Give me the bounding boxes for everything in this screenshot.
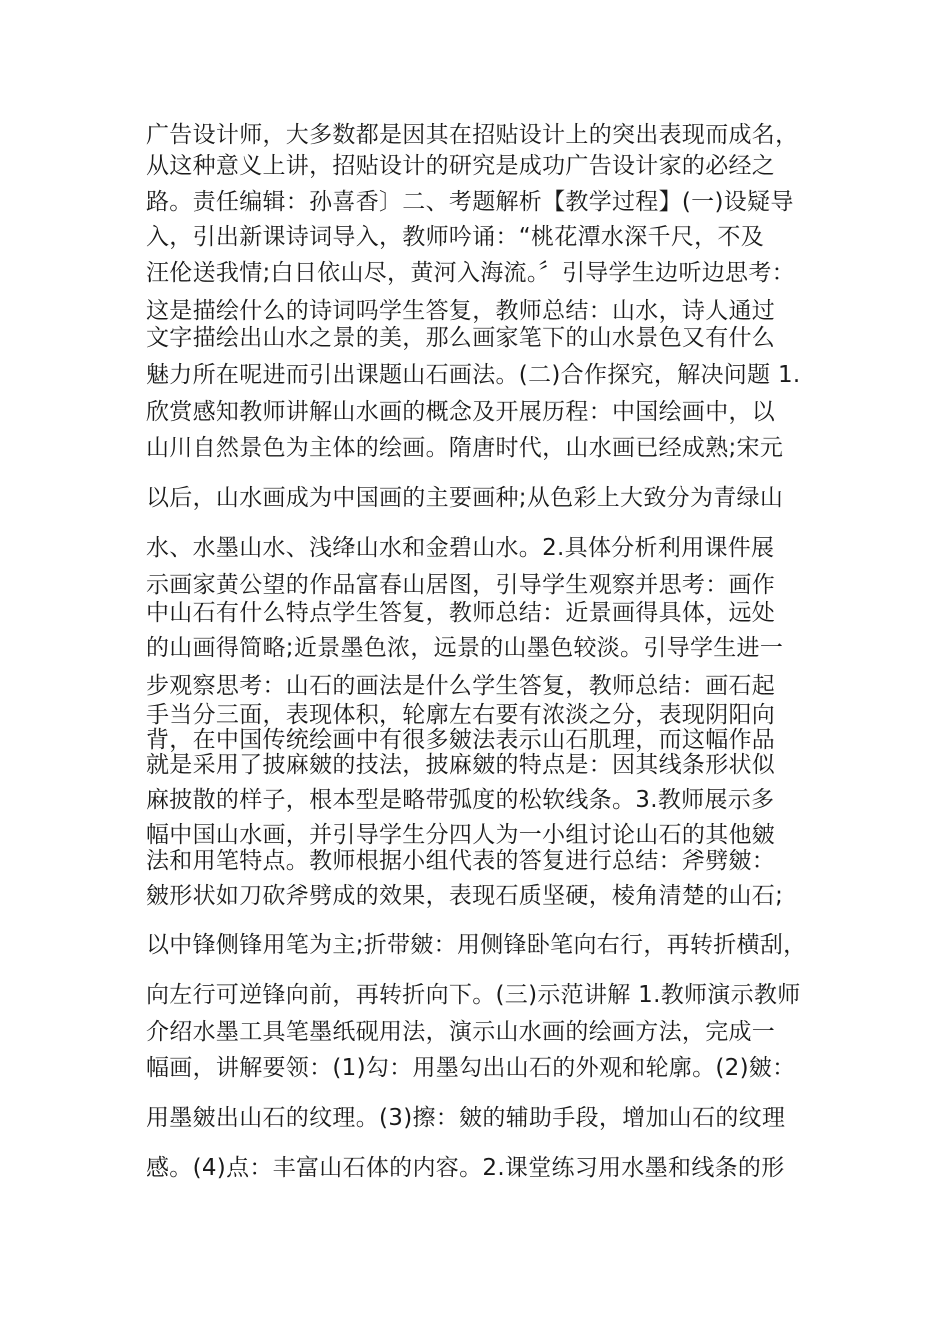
text-line: 文字描绘出山水之景的美，那么画家笔下的山水景色又有什么	[146, 325, 776, 351]
text-line: 向左行可逆锋向前，再转折向下。(三)示范讲解 1.教师演示教师	[146, 982, 801, 1008]
text-line: 手当分三面，表现体积，轮廓左右要有浓淡之分，表现阴阳向	[146, 702, 776, 728]
text-line: 山川自然景色为主体的绘画。隋唐时代，山水画已经成熟;宋元	[146, 435, 784, 461]
text-line: 用墨皴出山石的纹理。(3)擦：皴的辅助手段，增加山石的纹理	[146, 1105, 786, 1131]
text-line: 麻披散的样子，根本型是略带弧度的松软线条。3.教师展示多	[146, 787, 775, 813]
text-line: 幅中国山水画，并引导学生分四人为一小组讨论山石的其他皴	[146, 822, 776, 848]
text-line: 幅画，讲解要领：(1)勾：用墨勾出山石的外观和轮廓。(2)皴：	[146, 1055, 796, 1081]
text-line: 从这种意义上讲，招贴设计的研究是成功广告设计家的必经之	[146, 153, 776, 179]
text-line: 介绍水墨工具笔墨纸砚用法，演示山水画的绘画方法，完成一	[146, 1019, 776, 1045]
text-line: 这是描绘什么的诗词吗学生答复，教师总结：山水，诗人通过	[146, 298, 776, 324]
text-line: 步观察思考：山石的画法是什么学生答复，教师总结：画石起	[146, 673, 776, 699]
text-line: 示画家黄公望的作品富春山居图，引导学生观察并思考：画作	[146, 572, 776, 598]
text-line: 广告设计师，大多数都是因其在招贴设计上的突出表现而成名，	[146, 122, 799, 148]
text-line: 以中锋侧锋用笔为主;折带皴：用侧锋卧笔向右行，再转折横刮，	[146, 932, 807, 958]
text-line: 入，引出新课诗词导入，教师吟诵：“桃花潭水深千尺，不及	[146, 224, 765, 250]
text-line: 汪伦送我情;白日依山尽，黄河入海流。〞引导学生边听边思考：	[146, 260, 795, 286]
text-line: 法和用笔特点。教师根据小组代表的答复进行总结：斧劈皴：	[146, 848, 776, 874]
text-line: 以后，山水画成为中国画的主要画种;从色彩上大致分为青绿山	[146, 485, 784, 511]
text-line: 中山石有什么特点学生答复，教师总结：近景画得具体，远处	[146, 600, 776, 626]
text-line: 感。(4)点：丰富山石体的内容。2.课堂练习用水墨和线条的形	[146, 1155, 785, 1181]
text-line: 水、水墨山水、浅绛山水和金碧山水。2.具体分析利用课件展	[146, 535, 775, 561]
text-line: 欣赏感知教师讲解山水画的概念及开展历程：中国绘画中，以	[146, 399, 776, 425]
text-line: 皴形状如刀砍斧劈成的效果，表现石质坚硬，棱角清楚的山石;	[146, 883, 784, 909]
text-line: 背，在中国传统绘画中有很多皴法表示山石肌理，而这幅作品	[146, 727, 776, 753]
text-line: 就是采用了披麻皴的技法，披麻皴的特点是：因其线条形状似	[146, 752, 776, 778]
text-line: 魅力所在呢进而引出课题山石画法。(二)合作探究，解决问题 1.	[146, 362, 801, 388]
text-line: 的山画得简略;近景墨色浓，远景的山墨色较淡。引导学生进一	[146, 635, 784, 661]
text-line: 路。责任编辑：孙喜香〕二、考题解析【教学过程】(一)设疑导	[146, 189, 794, 215]
